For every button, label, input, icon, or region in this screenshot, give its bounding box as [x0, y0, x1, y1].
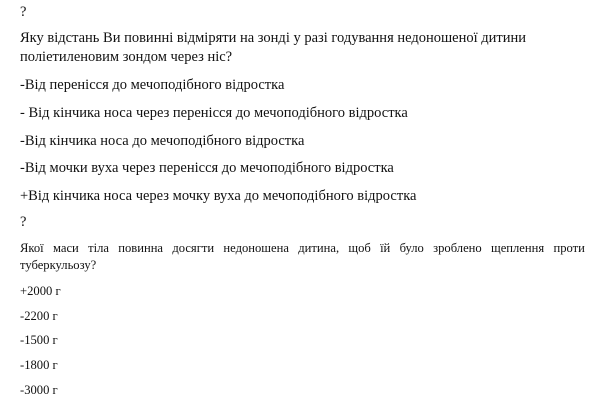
question-1-option-1: -Від перенісся до мечоподібного відростка — [20, 77, 285, 93]
question-1-text-line-1: Яку відстань Ви повинні відміряти на зонді у разі годування недоношеної дитини — [20, 30, 527, 46]
question-2-word: проти — [553, 241, 585, 255]
question-2-option-2: -2200 г — [20, 309, 58, 323]
question-1-option-4: -Від мочки вуха через перенісся до мечоподібного відростка — [20, 160, 394, 176]
question-2-word: їй — [380, 241, 391, 255]
question-1-option-3: -Від кінчика носа до мечоподібного відростка — [20, 133, 305, 149]
question-2-word: дитина, — [298, 241, 340, 255]
question-2-text-line-1 — [20, 241, 585, 256]
question-2-option-1: +2000 г — [20, 284, 61, 298]
question-1-option-2: - Від кінчика носа через перенісся до мечоподібного відростка — [20, 105, 408, 121]
question-2-word: було — [399, 241, 424, 255]
question-2-word: зроблено — [433, 241, 482, 255]
question-2-word: маси — [52, 241, 79, 255]
question-2-word: повинна — [118, 241, 164, 255]
question-2-word: досягти — [172, 241, 215, 255]
question-2-text-line-2: туберкульозу? — [20, 258, 97, 272]
question-2-word: тіла — [88, 241, 109, 255]
question-2-option-4: -1800 г — [20, 358, 58, 372]
question-2-word: щоб — [348, 241, 371, 255]
question-1-marker: ? — [20, 4, 27, 20]
question-2-word: недоношена — [223, 241, 289, 255]
question-2-marker: ? — [20, 214, 27, 230]
question-2-word: Якої — [20, 241, 44, 255]
question-1-option-5: +Від кінчика носа через мочку вуха до мечоподібного відростка — [20, 188, 417, 204]
question-2-option-5: -3000 г — [20, 383, 58, 397]
question-2-option-3: -1500 г — [20, 333, 58, 347]
question-1-text-line-2: поліетиленовим зондом через ніс? — [20, 49, 233, 65]
question-2-word: щеплення — [491, 241, 545, 255]
